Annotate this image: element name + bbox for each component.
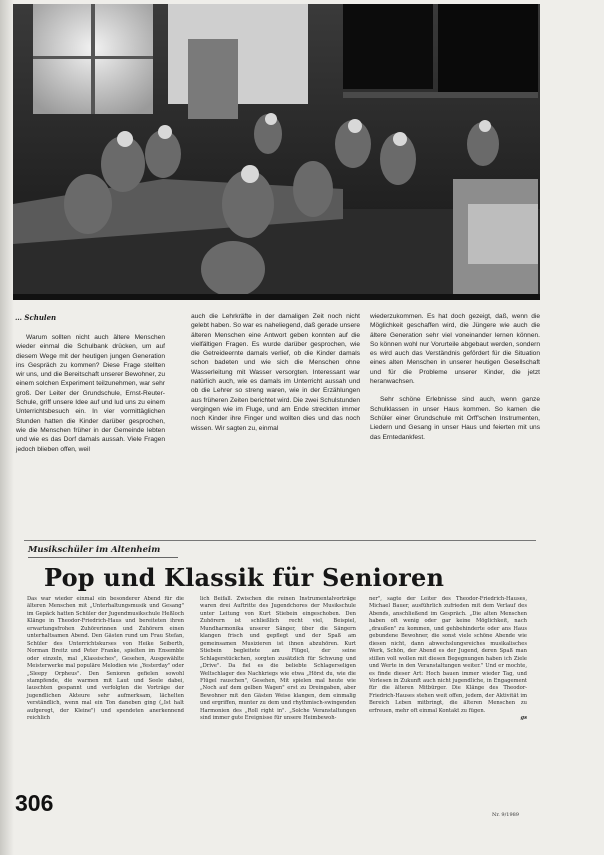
paragraph: Sehr schöne Erlebnisse sind auch, wenn ganze Schulklassen in unser Haus kommen. So kamen die Schüler einer Grundschule mit Orff'schen Instrumenten, Liedern und Gesang in unser Haus und feierten mit uns das Erntedankfest.	[370, 396, 540, 441]
article2-column-1	[27, 596, 184, 723]
article-column-3	[370, 312, 540, 442]
photo-caption: … Schulen	[15, 313, 57, 322]
kicker-underline	[28, 557, 178, 558]
paragraph: Warum sollten nicht auch ältere Menschen wieder einmal die Schulbank drücken, um auf diesem Wege mit der heutigen jungen Generation ins Gespräch zu kommen? Diese Frage stellten wir uns, und die Bereitschaft unserer Bewohner, zu einem solchen Experiment teilzunehmen, war sehr groß. Der Leiter der Grundschule, Ernst-Reuter-Schule, griff unsere Idee auf und lud uns zu einem Unterrichtsbesuch ein. In vier vormittäglichen Stunden hatten die Kinder darüber gesprochen, wie die Menschen früher in der Gemeinde lebten und wie es das Dorf damals aussah. Viele Fragen jedoch blieben offen, weil	[16, 334, 165, 453]
article2-column-2	[200, 596, 356, 723]
article-kicker: Musikschüler im Altenheim	[28, 545, 161, 555]
article-column-1	[16, 333, 165, 454]
paragraph: lich Beifall. Zwischen die reinen Instrumentalvorträge waren drei Auftritte des Jugendchores der Musikschule unter Leitung von Kurt Stiebein eingeschoben. Den Zuhörern ist schließlich recht viel, Beispiel, Mundharmonika unserer Sänger, über die Sängern klangen frisch und gepflegt und der Spaß am gemeinsamen Musizieren ist ihnen abzuhören. Kurt Stiebein begleitete am Flügel, der seine Schlagerstückchen, sorgten zusätzlich für Schwung und „Drive". Da fiel es die beliebte Schlagerseligen Weltschlager des Nachkriegs wie etwa „Hörst du, wie die Flügel rauschen", Gesehen, Mit spielen mal heute wie „Noch auf dem gelben Wagen" erst zu Dreingaben, aber Bewohner mit den Gästen Weise klangen, dem einmalig und ergriffen, munter zu dem und rhythmisch-swingenden Harmonien des „Roll right in". „Solche Veranstaltungen sind immer gute Ereignisse für unsere Heimbewoh-	[200, 596, 356, 722]
paragraph: ner", sagte der Leiter des Theodor-Friedrich-Hauses, Michael Bauer, ausführlich zufrieden mit dem Verlauf des Abends, anschließend im Gespräch. „Die alten Menschen haben oft wenig oder gar keine Möglichkeit, nach „draußen" zu kommen, und gehbehinderte oder ans Haus gebundene Bewohner, die sonst viele schöne Abende wie diesen nicht, dann abwechslungsreiches musikalisches Werk, Schön, der Abend es der Jugend, deren Spaß man stillen voll wollen mit diesen Begegnungen haben ich Ziele und Werte in den Veranstaltungen weiter." Und er mochte, es finde dieser Art: Hoch bauen immer wieder Tag, und Vorlesen in Zukunft auch nicht jugendliche, in Engagement für die älteren Mitbürger. Die Klänge des Theodor-Friedrich-Hauses stehen weit offen, jedem, der Aktivität im Bereich Leben mitbringt, die älteren Menschen zu erfreuen, mehr oft einmal Kontakt zu fügen.	[369, 596, 527, 714]
author-signature: gs	[520, 715, 527, 722]
photo-icon	[13, 4, 540, 300]
section-divider	[24, 540, 536, 541]
classroom-photo	[13, 4, 540, 300]
paragraph: Das war wieder einmal ein besonderer Abend für die älteren Menschen mit „Unterhaltungsmusik und Gesang" im Gepäck hatten Schüler der Jugendmusikschule Heßloch Klänge in Theodor-Friedrich-Haus und bereiteten ihren erwartungsfrohen Zuhörerinnen und Zuhörern einen unterhaltsamen Abend. Den Gästen rund um Frau Stefan, Schüler des Unterrichtskurses von Heike Seiberth, Norman Breitz und Peter Franke, spielten im Ensemble oder einzeln, mal „Klassisches", Gesehen, Ausgewählte Meisterwerke mal populäre Melodien wie „Yesterday" oder „Sleepy Orpheus". Den Senioren gefielen sowohl stampfende, die warmen mit Laut und Seele dabei, lauschten gespannt und verfolgten die Vorträge der jugendlichen Akteure sehr aufmerksam, lächelten verständlich, wenn mal ein Ton daneben ging („Ist halt aufgeregt, der Kleine") und spendeten anerkennend reichlich	[27, 596, 184, 722]
paragraph: auch die Lehrkräfte in der damaligen Zeit noch nicht gelebt haben. So war es naheliegend, daß gerade unsere älteren Menschen eine Antwort geben konnten auf die vielfältigen Fragen. Es wurde darüber gesprochen, wie die Getreideernte damals verlief, ob die Kinder damals schon badeten und wie sich die Menschen ohne Wasserleitung mit Wasser versorgten. Interessant war natürlich auch, wie es damals im Unterricht aussah und ob die Lehrer so streng waren, wie in der Erzählungen aus früheren Zeiten berichtet wird. Die zwei Schulstunden vergingen wie im Fluge, und am Ende streckten immer noch Kinder ihre Finger und wollten dies und das noch wissen. Wir sagten zu, einmal	[191, 313, 360, 432]
issue-folio: Nr. 9/1989	[492, 812, 519, 818]
page-number: 306	[15, 790, 54, 816]
article-headline: Pop und Klassik für Senioren	[44, 563, 445, 592]
article-column-2	[191, 312, 360, 433]
article2-column-3	[369, 596, 527, 723]
page-binding-shadow	[0, 0, 14, 855]
paragraph: wiederzukommen. Es hat doch gezeigt, daß, wenn die Möglichkeit geschaffen wird, die Jüngere wie auch die ältere Generation sehr viel voneinander lernen können. So können wohl nur Vorurteile abgebaut werden, sondern es wird auch das Verständnis gefördert für die Situation eines alten Menschen in unserer heutigen Gesellschaft und für die Probleme unserer Kinder, die jetzt heranwachsen.	[370, 313, 540, 386]
